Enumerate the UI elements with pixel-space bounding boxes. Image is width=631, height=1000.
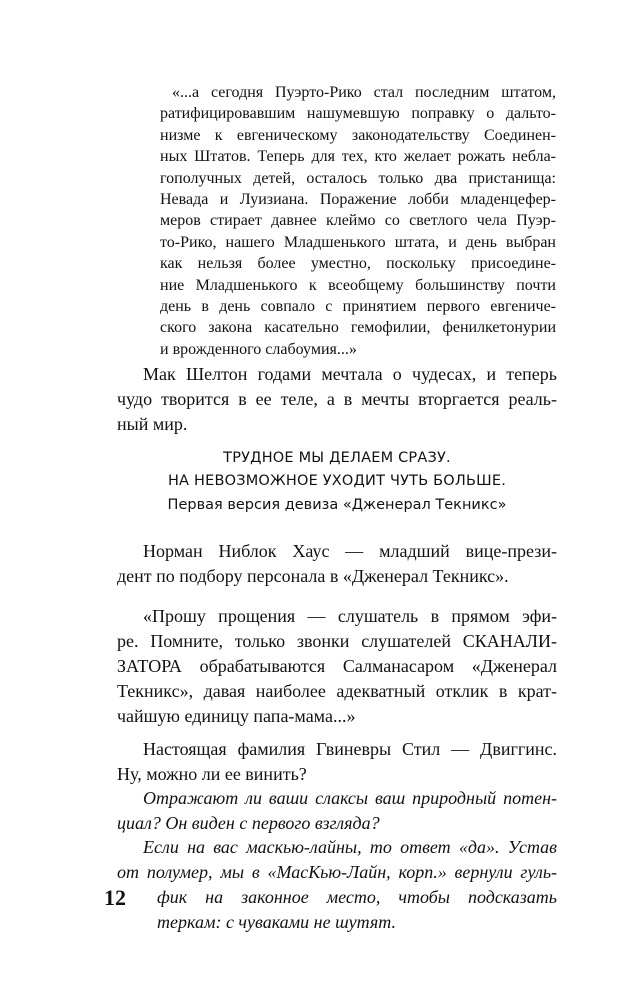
text-line: дент по подбору персонала в «Дженерал Текникс». (117, 566, 509, 586)
text-line: ЗАТОРА обрабатываются Салманасаром «Дженерал (117, 656, 557, 676)
text-line: от полумер, мы в «МасКью-Лайн, корп.» вернули гуль- (117, 862, 557, 882)
quote-line: ского закона касательно гемофилии, фенилкетонурии (160, 319, 556, 337)
paragraph-mack (117, 362, 557, 437)
quote-line: то-Рико, нашего Младшенького штата, и день выбран (160, 233, 556, 251)
paragraph-guinevere (117, 737, 557, 787)
quote-line: ратифицировавшим нашумевшую поправку о дальто- (160, 105, 556, 123)
text-line: теркам: с чуваками не шутят. (157, 912, 396, 932)
radio-quote-block (160, 82, 556, 360)
page-number: 12 (104, 885, 126, 910)
text-line: Если на вас маскью-лайны, то ответ «да». Устав (143, 837, 557, 857)
text-line: Отражают ли ваши слаксы ваш природный потен- (143, 788, 557, 808)
text-line: Настоящая фамилия Гвиневры Стил — Двиггинс. (143, 739, 557, 759)
text-line: Норман Ниблок Хаус — младший вице-прези- (143, 541, 557, 561)
quote-line: как нельзя более уместно, поскольку присоедине- (160, 255, 556, 273)
text-line: Ну, можно ли ее винить? (117, 764, 307, 784)
quote-line: ние Младшенького к всеобщему большинству почти (160, 276, 556, 294)
quote-line: гополучных детей, осталось только два пристанища: (160, 169, 556, 187)
text-line: циал? Он виден с первого взгляда? (117, 813, 380, 833)
motto-line-1: ТРУДНОЕ МЫ ДЕЛАЕМ СРАЗУ. (223, 450, 451, 466)
text-line: Мак Шелтон годами мечтала о чудесах, и теперь (143, 364, 557, 384)
text-line: ный мир. (117, 414, 188, 434)
text-line: чайшую единицу папа-мама...» (117, 706, 356, 726)
quote-line: Невада и Луизиана. Поражение лобби младенцефер- (160, 191, 556, 209)
motto-heading (117, 447, 557, 493)
quote-line: «...а сегодня Пуэрто-Рико стал последним штатом, (172, 84, 556, 101)
motto-caption: Первая версия девиза «Дженерал Текникс» (167, 497, 507, 513)
text-line: ре. Помните, только звонки слушателей СКАНАЛИ- (117, 631, 557, 651)
motto-line-2: НА НЕВОЗМОЖНОЕ УХОДИТ ЧУТЬ БОЛЬШЕ. (167, 473, 507, 489)
italic-ad-maskyu-tail (117, 885, 557, 935)
text-line: фик на законное место, чтобы подсказать (157, 887, 557, 907)
italic-ad-maskyu (117, 835, 557, 885)
quote-line: день в день совпало с принятием первого евгениче- (160, 298, 556, 316)
quote-line: и врожденного слабоумия...» (160, 340, 357, 358)
paragraph-sorry (117, 604, 557, 729)
italic-ad-slacks (117, 786, 557, 836)
paragraph-norman (117, 539, 557, 589)
quote-line: меров стирает давнее клеймо со светлого чела Пуэр- (160, 212, 556, 230)
text-line: «Прошу прощения — слушатель в прямом эфи- (143, 606, 557, 626)
quote-line: низме к евгеническому законодательству Соединен- (160, 126, 556, 144)
text-line: Текникс», давая наиболее адекватный отклик в крат- (117, 681, 557, 701)
quote-line: ных Штатов. Теперь для тех, кто желает рожать небла- (160, 148, 556, 166)
text-line: чудо творится в ее теле, а в мечты вторгается реаль- (117, 389, 557, 409)
